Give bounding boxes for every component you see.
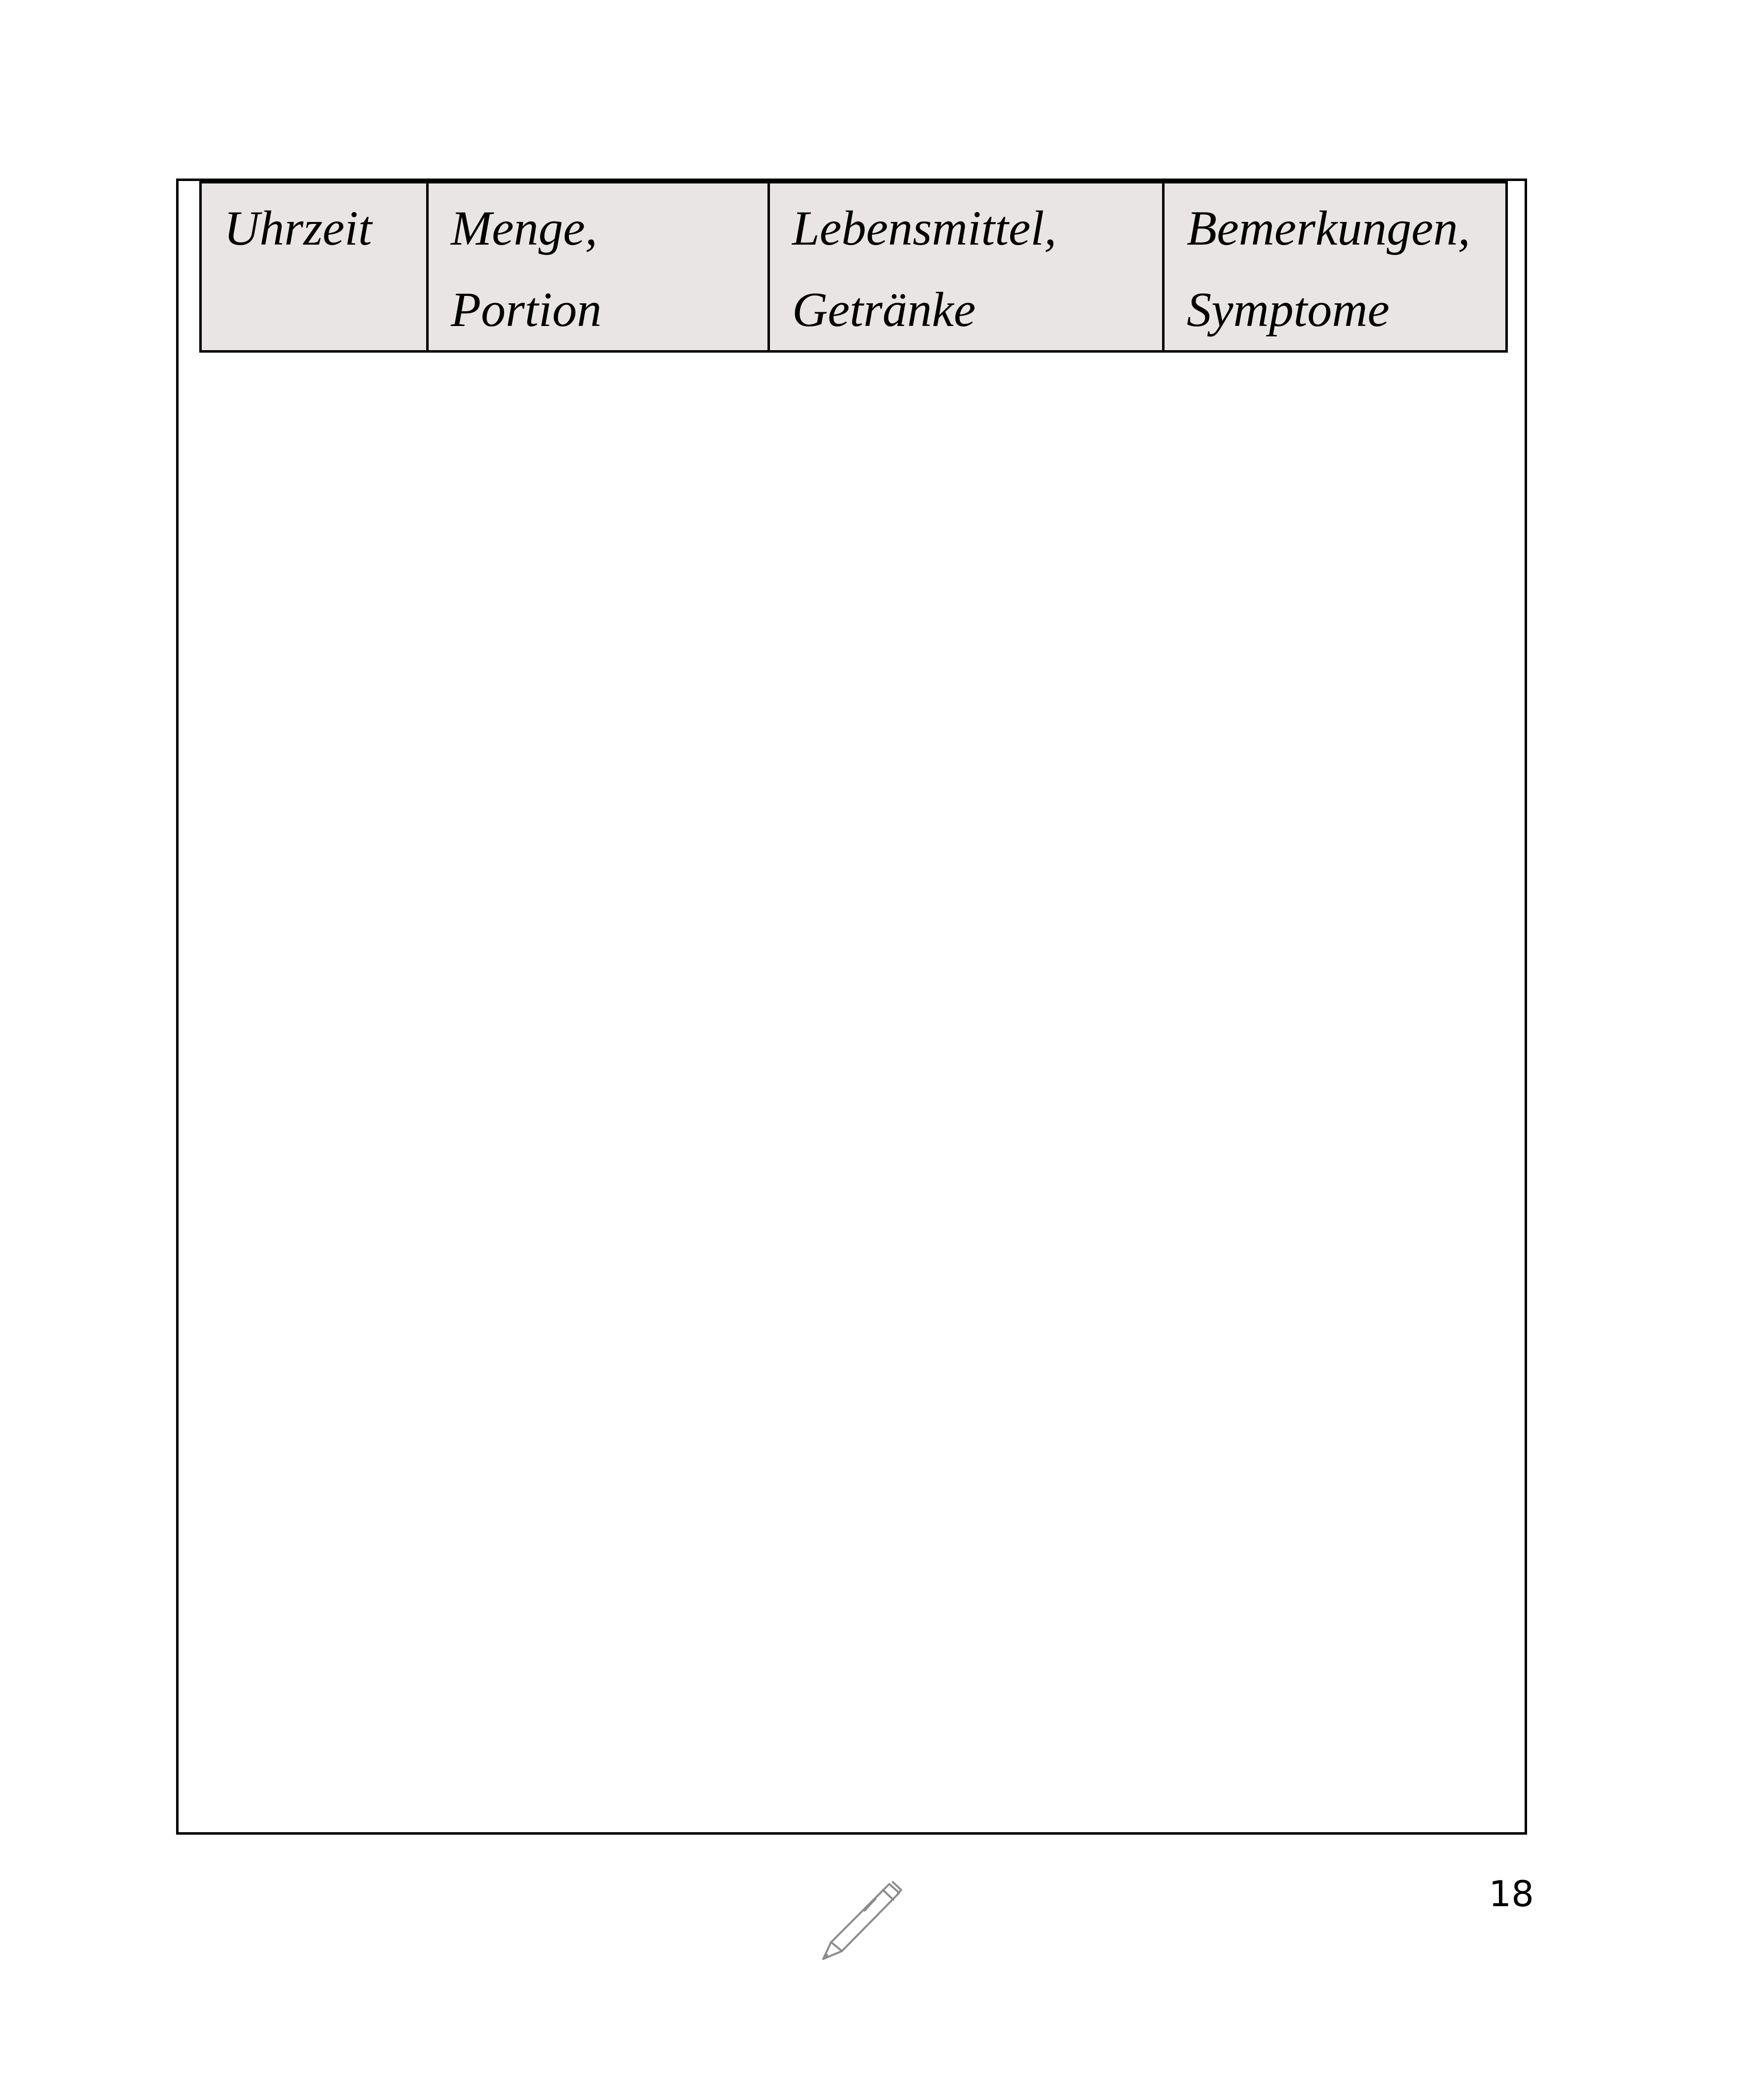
food-diary-table xyxy=(199,181,1508,353)
column-header-remarks: Bemerkungen, Symptome xyxy=(1164,182,1507,352)
page-number: 18 xyxy=(1489,1873,1534,1915)
column-header-time: Uhrzeit xyxy=(201,182,428,352)
column-header-quantity: Menge, Portion xyxy=(428,182,769,352)
pen-icon xyxy=(816,1879,905,1965)
table-header-row xyxy=(201,182,1507,352)
column-header-food: Lebensmittel, Getränke xyxy=(769,182,1164,352)
food-diary-frame xyxy=(176,179,1527,1835)
